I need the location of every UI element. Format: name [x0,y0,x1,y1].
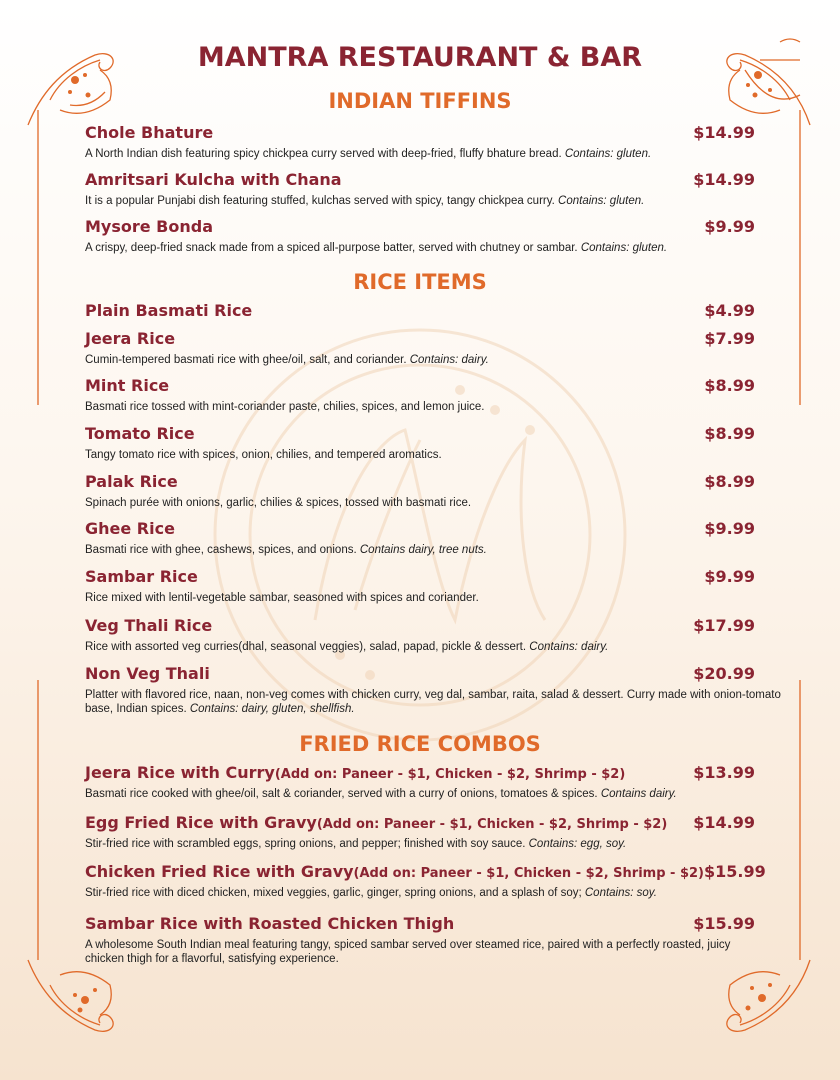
item-allergens: Contains: dairy, gluten, shellfish. [189,703,355,715]
menu-item [85,301,755,320]
item-allergens: Contains: dairy. [529,641,609,653]
item-price: $7.99 [704,329,755,348]
item-name: Chicken Fried Rice with Gravy(Add on: Paneer - $1, Chicken - $2, Shrimp - $2) [85,862,704,881]
item-price: $9.99 [704,217,755,236]
item-name: Veg Thali Rice [85,616,213,635]
item-description: It is a popular Punjabi dish featuring stuffed, kulchas served with spicy, tangy chickpea curry. Contains: gluten. [85,195,645,207]
item-description: Basmati rice with ghee, cashews, spices, and onions. Contains dairy, tree nuts. [85,544,487,556]
item-allergens: Contains dairy. [600,788,677,800]
item-description: Stir-fried rice with diced chicken, mixed veggies, garlic, ginger, spring onions, and a splash of soy; Contains: soy. [85,887,657,899]
item-price: $17.99 [693,616,755,635]
item-price: $8.99 [704,376,755,395]
item-price: $14.99 [693,170,755,189]
item-description: Rice with assorted veg curries(dhal, seasonal veggies), salad, papad, pickle & dessert. Contains: dairy. [85,641,609,653]
item-addons: (Add on: Paneer - $1, Chicken - $2, Shrimp - $2) [353,866,704,881]
item-allergens: Contains: gluten. [564,148,652,160]
menu-item [85,424,755,462]
menu-item [85,616,755,654]
section-title-rice-items: RICE ITEMS [353,270,487,294]
menu-item [85,217,755,255]
menu-item [85,567,755,605]
item-name: Non Veg Thali [85,664,210,683]
item-description: Cumin-tempered basmati rice with ghee/oil, salt, and coriander. Contains: dairy. [85,354,489,366]
item-name: Tomato Rice [85,424,195,443]
item-allergens: Contains: dairy. [409,354,489,366]
item-description: A crispy, deep-fried snack made from a spiced all-purpose batter, served with chutney or sambar. Contains: gluten. [85,242,668,254]
item-description: A wholesome South Indian meal featuring tangy, spiced sambar served over steamed rice, paired with a perfectly roasted, juicy chicken thigh for a flavorful, satisfying experience. [85,939,731,965]
item-name: Jeera Rice [85,329,176,348]
item-name: Sambar Rice [85,567,198,586]
menu-item [85,914,755,966]
item-price: $15.99 [693,914,755,933]
item-name: Chole Bhature [85,123,214,142]
item-price: $13.99 [693,763,755,782]
item-description: Spinach purée with onions, garlic, chilies & spices, tossed with basmati rice. [85,497,472,509]
item-description: Basmati rice tossed with mint-coriander paste, chilies, spices, and lemon juice. [85,401,485,413]
menu-item [85,664,781,716]
item-price: $8.99 [704,424,755,443]
item-description: Stir-fried rice with scrambled eggs, spring onions, and pepper; finished with soy sauce. Contains: egg, soy. [85,838,627,850]
item-price: $15.99 [704,862,766,881]
item-price: $9.99 [704,567,755,586]
restaurant-title: MANTRA RESTAURANT & BAR [197,42,643,73]
item-allergens: Contains: egg, soy. [528,838,627,850]
menu-item [85,170,755,208]
item-price: $20.99 [693,664,755,683]
section-title-fried-rice-combos: FRIED RICE COMBOS [299,732,541,756]
item-allergens: Contains: gluten. [580,242,668,254]
item-price: $9.99 [704,519,755,538]
item-price: $8.99 [704,472,755,491]
menu-item [85,813,755,851]
section-title-indian-tiffins: INDIAN TIFFINS [328,89,512,113]
item-description: Rice mixed with lentil-vegetable sambar, seasoned with spices and coriander. [85,592,479,604]
menu-item [85,123,755,161]
item-description: Basmati rice cooked with ghee/oil, salt & coriander, served with a curry of onions, tomatoes & spices. Contains dairy. [85,788,677,800]
item-allergens: Contains dairy, tree nuts. [359,544,487,556]
menu-item [85,763,755,801]
menu-item [85,862,766,900]
item-price: $14.99 [693,123,755,142]
item-name: Amritsari Kulcha with Chana [85,170,342,189]
item-price: $14.99 [693,813,755,832]
item-name: Egg Fried Rice with Gravy(Add on: Paneer - $1, Chicken - $2, Shrimp - $2) [85,813,668,832]
item-name: Mysore Bonda [85,217,214,236]
item-name: Sambar Rice with Roasted Chicken Thigh [85,914,455,933]
item-name: Jeera Rice with Curry(Add on: Paneer - $1, Chicken - $2, Shrimp - $2) [85,763,626,782]
item-allergens: Contains: soy. [584,887,657,899]
menu-item [85,376,755,414]
item-name: Ghee Rice [85,519,175,538]
item-description: Platter with flavored rice, naan, non-veg comes with chicken curry, veg dal, sambar, raita, salad & dessert. Curry made with onion-tomato base, Indian spices. Contains: dairy, gluten, shellfish. [85,689,781,715]
item-description: Tangy tomato rice with spices, onion, chilies, and tempered aromatics. [85,449,442,461]
menu-item [85,472,755,510]
item-price: $4.99 [704,301,755,320]
item-allergens: Contains: gluten. [558,195,645,207]
item-addons: (Add on: Paneer - $1, Chicken - $2, Shrimp - $2) [274,767,626,782]
item-description: A North Indian dish featuring spicy chickpea curry served with deep-fried, fluffy bhature bread. Contains: gluten. [85,148,652,160]
menu-item [85,329,755,367]
item-name: Palak Rice [85,472,178,491]
item-name: Mint Rice [85,376,170,395]
menu-item [85,519,755,557]
item-addons: (Add on: Paneer - $1, Chicken - $2, Shrimp - $2) [316,817,668,832]
item-name: Plain Basmati Rice [85,301,253,320]
